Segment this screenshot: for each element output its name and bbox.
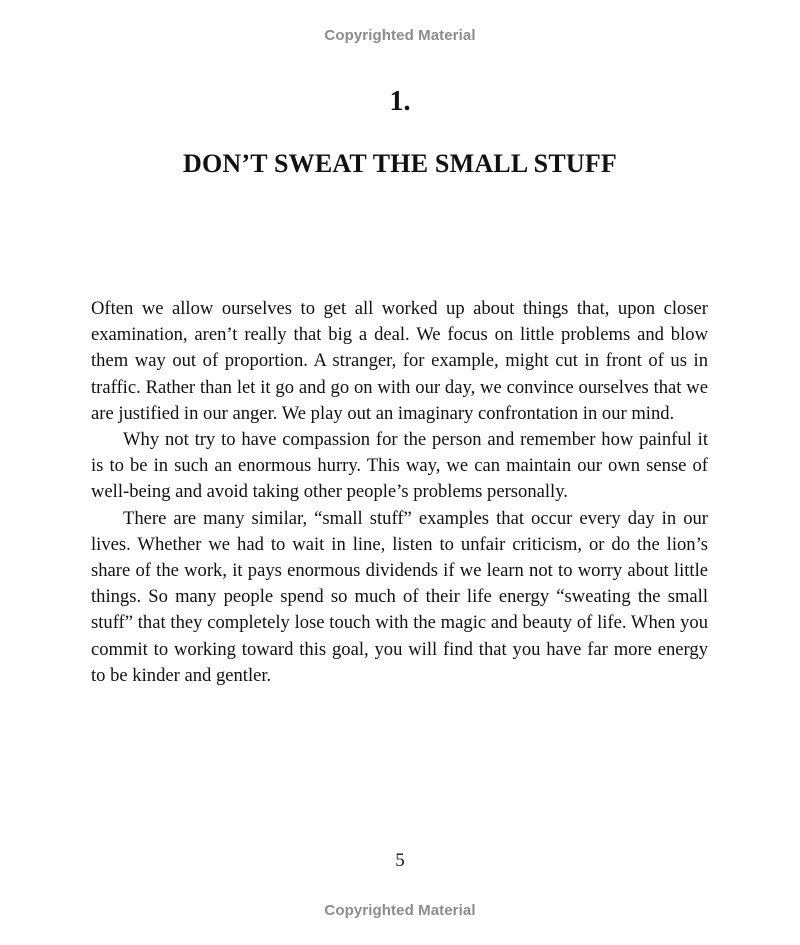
page-number: 5 — [395, 850, 405, 871]
chapter-body — [91, 296, 708, 689]
copyright-watermark-top: Copyrighted Material — [324, 27, 476, 44]
paragraph-2: Why not try to have compassion for the person and remember how painful it is to be in such an enormous hurry. This way, we can maintain our own sense of well-being and avoid taking other people’s problems personally. — [91, 429, 708, 503]
copyright-watermark-bottom: Copyrighted Material — [324, 902, 476, 919]
chapter-title: DON’T SWEAT THE SMALL STUFF — [182, 149, 618, 178]
chapter-number: 1. — [389, 86, 411, 117]
paragraph-1: Often we allow ourselves to get all worked up about things that, upon closer examination, aren’t really that big a deal. We focus on little problems and blow them way out of proportion. A stranger, for example, might cut in front of us in traffic. Rather than let it go and go on with our day, we convince ourselves that we are justified in our anger. We play out an imaginary confrontation in our mind. — [91, 298, 708, 424]
paragraph-3: There are many similar, “small stuff” examples that occur every day in our lives. Whether we had to wait in line, listen to unfair criticism, or do the lion’s share of the work, it pays enormous dividends if we learn not to worry about little things. So many people spend so much of their life energy “sweating the small stuff” that they completely lose touch with the magic and beauty of life. When you commit to working toward this goal, you will find that you have far more energy to be kinder and gentler. — [91, 507, 708, 686]
